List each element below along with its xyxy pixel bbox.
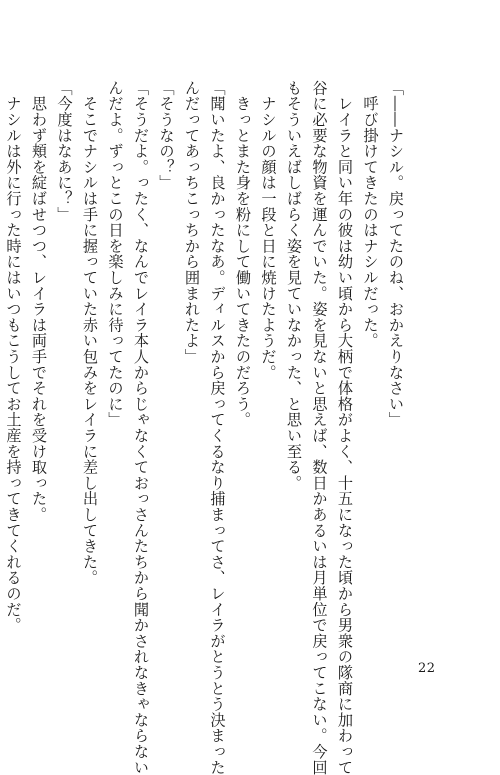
vertical-text-block — [0, 80, 408, 775]
page-number: 22 — [418, 661, 436, 676]
text-line: 「聞いたよ、良かったなあ。ディルスから戻ってくるなり捕まってさ、レイラがとうとう決まった — [208, 80, 227, 775]
text-line: 「そうだよ。ったく、なんでレイラ本人からじゃなくておっさんたちから聞かされなきゃならない — [132, 80, 150, 775]
text-line: 思わず頬を綻ばせつつ、レイラは両手でそれを受け取った。 — [30, 80, 48, 523]
text-line: きっとまた身を粉にして働いてきたのだろう。 — [234, 80, 252, 428]
text-line: んだよ。ずっとこの日を楽しみに待ってたのに」 — [106, 80, 125, 428]
text-line: んだってあっちこっちから囲まれたよ」 — [183, 80, 201, 365]
text-line: 呼び掛けてきたのはナシルだった。 — [361, 80, 380, 349]
text-line: 「そうなの？」 — [157, 80, 176, 191]
text-line: そこでナシルは手に握っていた赤い包みをレイラに差し出してきた。 — [81, 80, 99, 586]
text-line: 「――ナシル。戻ってたのね、おかえりなさい」 — [387, 80, 405, 428]
text-line: ナシルは外に行った時にはいつもこうしてお土産を持ってきてくれるのだ。 — [4, 80, 23, 633]
text-line: もそういえばしばらく姿を見ていなかった、と思い至る。 — [285, 80, 303, 491]
text-line: 「今度はなあに？」 — [55, 80, 74, 223]
text-line: レイラと同い年の彼は幼い頃から大柄で体格がよく、十五になった頃から男衆の隊商に加わって — [336, 80, 354, 775]
text-line: 谷に必要な物資を運んでいた。姿を見ないと思えば、数日かあるいは月単位で戻ってこない。今回 — [310, 80, 329, 775]
text-line: ナシルの顔は一段と日に焼けたようだ。 — [259, 80, 278, 381]
